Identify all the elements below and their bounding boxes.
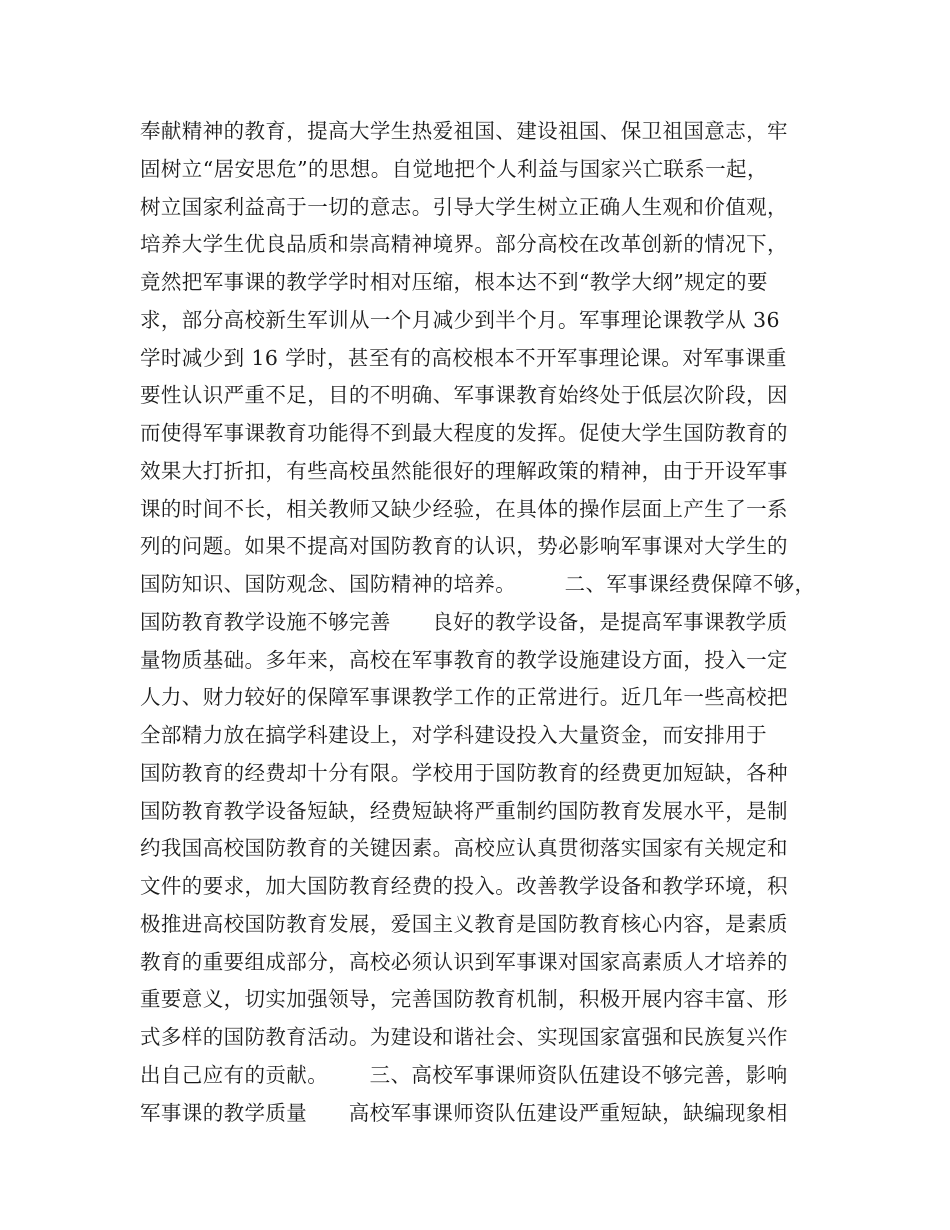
text-line: 人力、财力较好的保障军事课教学工作的正常进行。近几年一些高校把: [140, 685, 788, 710]
text-line: 重要意义，切实加强领导，完善国防教育机制，积极开展内容丰富、形: [140, 987, 788, 1012]
text-line: 国防知识、国防观念、国防精神的培养。 二、军事课经费保障不够，: [140, 572, 816, 596]
text-line: 极推进高校国防教育发展，爱国主义教育是国防教育核心内容，是素质: [140, 911, 788, 936]
text-line: 固树立“居安思危”的思想。自觉地把个人利益与国家兴亡联系一起，: [140, 156, 768, 181]
text-line: 列的问题。如果不提高对国防教育的认识，势必影响军事课对大学生的: [140, 534, 788, 559]
text-line: 教育的重要组成部分，高校必须认识到军事课对国家高素质人才培养的: [140, 949, 788, 974]
text-line: 培养大学生优良品质和崇高精神境界。部分高校在改革创新的情况下，: [140, 232, 788, 257]
text-line: 文件的要求，加大国防教育经费的投入。改善教学设备和教学环境，积: [140, 874, 788, 898]
text-line: 国防教育的经费却十分有限。学校用于国防教育的经费更加短缺，各种: [140, 760, 788, 785]
text-line: 竟然把军事课的教学学时相对压缩，根本达不到“教学大纲”规定的要: [140, 270, 768, 294]
text-line: 效果大打折扣，有些高校虽然能很好的理解政策的精神，由于开设军事: [140, 458, 788, 483]
text-line: 全部精力放在搞学科建设上，对学科建设投入大量资金，而安排用于: [140, 723, 767, 747]
text-line: 国防教育教学设备短缺，经费短缺将严重制约国防教育发展水平，是制: [140, 798, 788, 823]
text-line: 约我国高校国防教育的关键因素。高校应认真贯彻落实国家有关规定和: [140, 836, 788, 861]
text-line: 学时减少到 16 学时，甚至有的高校根本不开军事理论课。对军事课重: [140, 345, 787, 370]
text-line: 出自己应有的贡献。 三、高校军事课师资队伍建设不够完善，影响: [140, 1062, 788, 1087]
text-line: 奉献精神的教育，提高大学生热爱祖国、建设祖国、保卫祖国意志，牢: [140, 119, 788, 143]
text-line: 要性认识严重不足，目的不明确、军事课教育始终处于低层次阶段，因: [140, 383, 788, 408]
text-line: 求，部分高校新生军训从一个月减少到半个月。军事理论课教学从 36: [140, 307, 780, 332]
text-line: 课的时间不长，相关教师又缺少经验，在具体的操作层面上产生了一系: [140, 496, 788, 521]
text-line: 军事课的教学质量 高校军事课师资队伍建设严重短缺，缺编现象相: [140, 1100, 788, 1125]
text-line: 树立国家利益高于一切的意志。引导大学生树立正确人生观和价值观，: [140, 194, 788, 219]
body-text: [140, 113, 830, 1132]
text-line: 式多样的国防教育活动。为建设和谐社会、实现国家富强和民族复兴作: [140, 1025, 788, 1049]
text-line: 国防教育教学设施不够完善 良好的教学设备，是提高军事课教学质: [140, 609, 788, 634]
text-line: 量物质基础。多年来，高校在军事教育的教学设施建设方面，投入一定: [140, 647, 788, 672]
text-line: 而使得军事课教育功能得不到最大程度的发挥。促使大学生国防教育的: [140, 421, 788, 445]
